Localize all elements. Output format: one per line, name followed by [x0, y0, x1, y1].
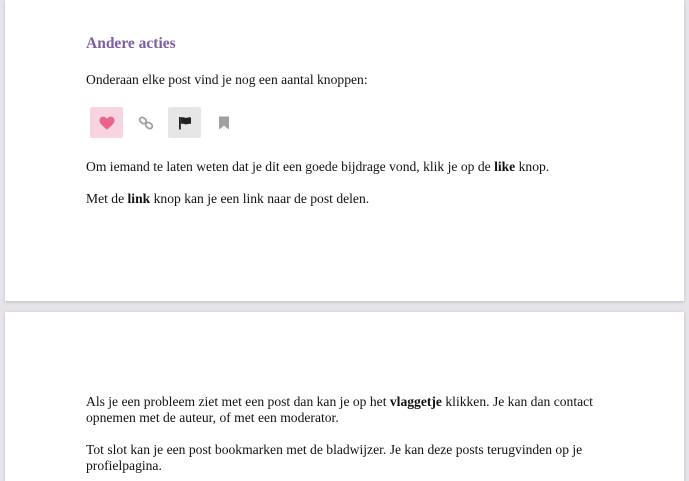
bookmark-paragraph: Tot slot kan je een post bookmarken met de bladwijzer. Je kan deze posts terugvinden op je profielpagina.: [86, 442, 583, 473]
flag-keyword: vlaggetje: [389, 394, 442, 409]
share-link-button[interactable]: [129, 107, 162, 138]
link-icon: [138, 115, 154, 131]
link-keyword: link: [127, 191, 151, 206]
flag-paragraph: Als je een probleem ziet met een post dan kan je op het vlaggetje klikken. Je kan dan contact opnemen met de auteur, of met een moderator.: [86, 394, 593, 425]
heart-icon: [99, 116, 115, 130]
like-keyword: like: [494, 159, 516, 174]
document-page-2: [5, 312, 684, 481]
flag-icon: [178, 116, 192, 130]
like-paragraph: Om iemand te laten weten dat je dit een goede bijdrage vond, klik je op de like knop.: [86, 159, 550, 174]
link-paragraph: Met de link knop kan je een link naar de post delen.: [86, 191, 370, 206]
section-heading: Andere acties: [86, 35, 176, 52]
bookmark-button[interactable]: [207, 107, 240, 138]
flag-button[interactable]: [168, 107, 201, 138]
document-page-1: [5, 0, 684, 301]
post-actions-illustration: [90, 107, 240, 138]
intro-paragraph: Onderaan elke post vind je nog een aantal knoppen:: [86, 72, 368, 87]
bookmark-icon: [218, 116, 230, 130]
like-button[interactable]: [90, 107, 123, 138]
